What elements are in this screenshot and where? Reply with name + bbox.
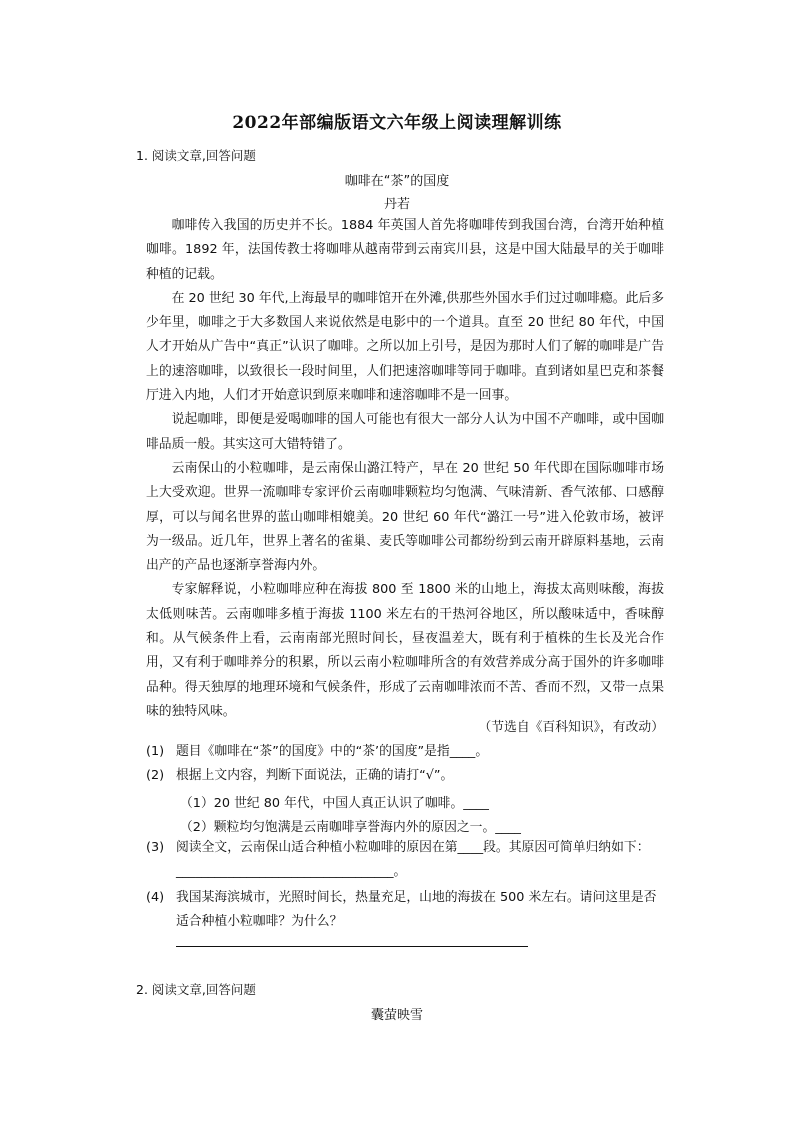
paragraph-4: 云南保山的小粒咖啡，是云南保山潞江特产，早在 20 世纪 50 年代即在国际咖啡市场上大受欢迎。世界一流咖啡专家评价云南咖啡颗粒均匀饱满、气味清新、香气浓郁、口感醇厚，可以与闻名世界的蓝山咖啡相媲美。20 世纪 60 年代“潞江一号”进入伦敦市场，被评为一级品。近几年，世界上著名的雀巢、麦氏等咖啡公司都纷纷到云南开辟原料基地，云南出产的产品也逐渐享誉海内外。 xyxy=(146,460,664,574)
article-source: （节选自《百科知识》，有改动） xyxy=(478,720,664,735)
question-number: (3) xyxy=(146,840,165,855)
article-body xyxy=(146,214,664,724)
answer-line[interactable] xyxy=(176,946,528,947)
question-text: 题目《咖啡在“茶”的国度》中的“茶’的国度”是指____。 xyxy=(176,744,489,759)
article-title: 咖啡在“茶”的国度 xyxy=(344,174,450,189)
question-2-subitem-2: （2）颗粒均匀饱满是云南咖啡享誉海内外的原因之一。____ xyxy=(180,820,521,835)
question-number: (1) xyxy=(146,744,165,759)
article-2-title: 囊萤映雪 xyxy=(370,1008,423,1023)
question-number: (2) xyxy=(146,768,165,783)
paragraph-3: 说起咖啡，即便是爱喝咖啡的国人可能也有很大一部分人认为中国不产咖啡，或中国咖啡品质一般。其实这可大错特错了。 xyxy=(146,412,664,452)
question-number: (4) xyxy=(146,890,165,905)
question-text: 根据上文内容，判断下面说法，正确的请打“√”。 xyxy=(176,768,454,783)
paragraph-2: 在 20 世纪 30 年代,上海最早的咖啡馆开在外滩,供那些外国水手们过过咖啡瘾。此后多少年里，咖啡之于大多数国人来说依然是电影中的一个道具。直至 20 世纪 80 年代，中国人才开始从广告中“真正”认识了咖啡。之所以加上引号，是因为那时人们了解的咖啡是广告上的速溶咖啡，以致很长一段时间里，人们把速溶咖啡等同于咖啡。直到诸如星巴克和茶餐厅进入内地，人们才开始意识到原来咖啡和速溶咖啡不是一回事。 xyxy=(146,290,664,404)
paragraph-5: 专家解释说，小粒咖啡应种在海拔 800 至 1800 米的山地上，海拔太高则味酸，海拔太低则味苦。云南咖啡多植于海拔 1100 米左右的干热河谷地区，所以酸味适中，香味醇和。从气候条件上看，云南南部光照时间长，昼夜温差大，既有利于植株的生长及光合作用，又有利于咖啡养分的积累，所以云南小粒咖啡所含的有效营养成分高于国外的许多咖啡品种。得天独厚的地理环境和气候条件，形成了云南咖啡浓而不苦、香而不烈，又带一点果味的独特风味。 xyxy=(146,582,664,719)
question-2 xyxy=(146,764,666,788)
article-author: 丹若 xyxy=(383,197,410,212)
section-1-heading: 1. 阅读文章,回答问题 xyxy=(136,148,256,163)
question-1 xyxy=(146,740,666,764)
question-2-subitem-1: （1）20 世纪 80 年代，中国人真正认识了咖啡。____ xyxy=(180,796,489,811)
document-title: 2022年部编版语文六年级上阅读理解训练 xyxy=(232,113,562,133)
question-text: 阅读全文，云南保山适合种植小粒咖啡的原因在第____段。其原因可简单归纳如下：__________________________________。 xyxy=(176,840,650,879)
question-text: 我国某海滨城市，光照时间长，热量充足，山地的海拔在 500 米左右。请问这里是否适合种植小粒咖啡？为什么？ xyxy=(176,890,657,929)
question-4 xyxy=(146,886,666,934)
question-3 xyxy=(146,836,666,884)
section-2-heading: 2. 阅读文章,回答问题 xyxy=(136,982,256,997)
paragraph-1: 咖啡传入我国的历史并不长。1884 年英国人首先将咖啡传到我国台湾，台湾开始种植咖啡。1892 年，法国传教士将咖啡从越南带到云南宾川县，这是中国大陆最早的关于咖啡种植的记载。 xyxy=(146,218,664,282)
